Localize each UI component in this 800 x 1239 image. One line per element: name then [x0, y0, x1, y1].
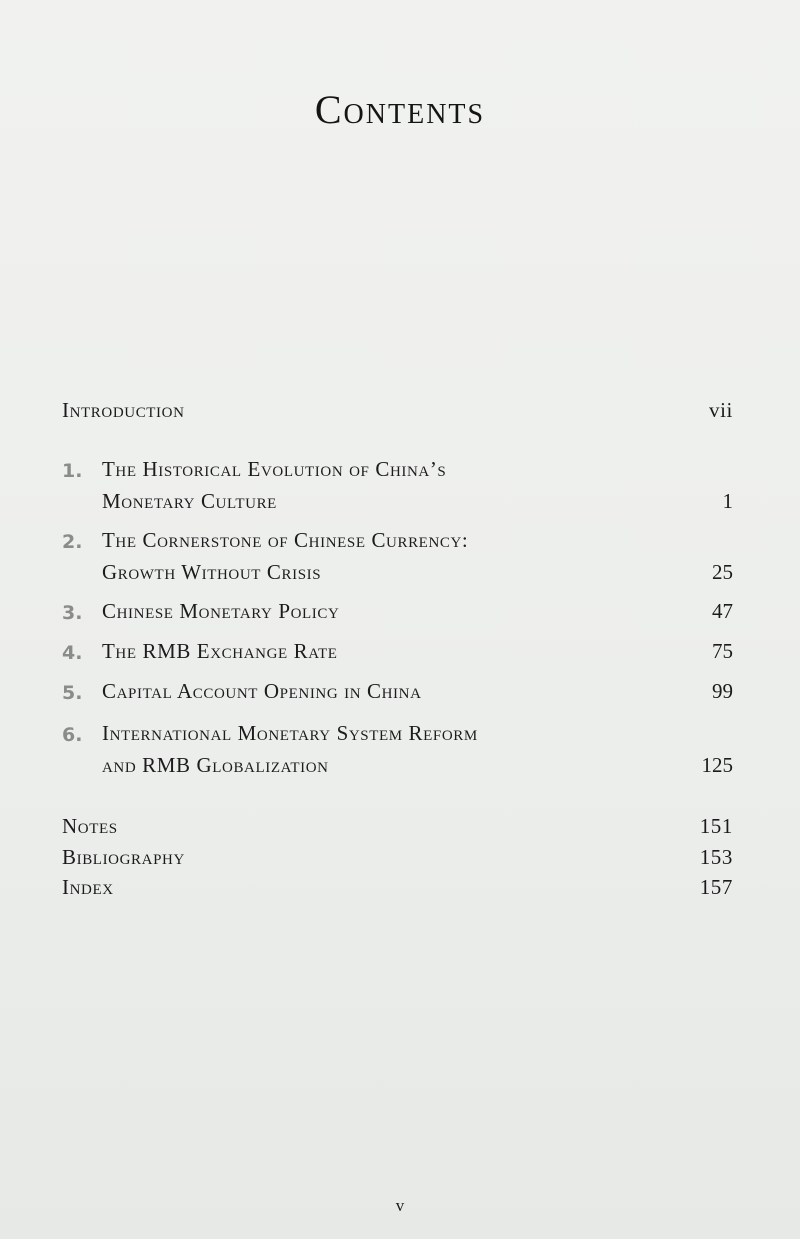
chapter-page: 75: [712, 639, 733, 663]
toc-entry-page: vii: [709, 398, 733, 422]
chapter-number: 3.: [62, 602, 83, 624]
chapter-title-line[interactable]: Chinese Monetary Policy: [102, 599, 340, 623]
toc-entry-introduction[interactable]: [62, 398, 733, 423]
toc-entry-page: 153: [699, 845, 733, 869]
toc-entry-index[interactable]: [62, 875, 733, 900]
chapter-number: 2.: [62, 531, 83, 553]
chapter-title-line[interactable]: Growth Without Crisis: [102, 560, 322, 584]
chapter-page: 25: [712, 560, 733, 584]
chapter-number: 5.: [62, 682, 83, 704]
toc-entry-label: Introduction: [62, 398, 185, 422]
chapter-title-line[interactable]: The Historical Evolution of China’s: [102, 457, 447, 481]
chapter-title-line[interactable]: International Monetary System Reform: [102, 721, 478, 745]
page-title: Contents: [314, 87, 486, 132]
toc-entry-label: Bibliography: [62, 845, 185, 869]
toc-entry-bibliography[interactable]: [62, 845, 733, 870]
chapter-number: 4.: [62, 642, 83, 664]
chapter-title-line[interactable]: Capital Account Opening in China: [102, 679, 422, 703]
page-number: v: [395, 1196, 405, 1215]
chapter-title-line[interactable]: and RMB Globalization: [102, 753, 329, 777]
chapter-title-line[interactable]: Monetary Culture: [102, 489, 277, 513]
chapter-page: 1: [722, 489, 733, 513]
toc-entry-page: 157: [699, 875, 733, 899]
toc-entry-label: Index: [62, 875, 114, 899]
chapter-page: 125: [701, 753, 733, 777]
chapter-number: 6.: [62, 724, 83, 746]
toc-entry-page: 151: [699, 814, 733, 838]
toc-entry-label: Notes: [62, 814, 118, 838]
chapter-title-line[interactable]: The Cornerstone of Chinese Currency:: [102, 528, 469, 552]
toc-entry-notes[interactable]: [62, 814, 733, 839]
chapter-page: 99: [712, 679, 733, 703]
chapter-number: 1.: [62, 460, 83, 482]
chapter-page: 47: [712, 599, 733, 623]
chapter-title-line[interactable]: The RMB Exchange Rate: [102, 639, 338, 663]
